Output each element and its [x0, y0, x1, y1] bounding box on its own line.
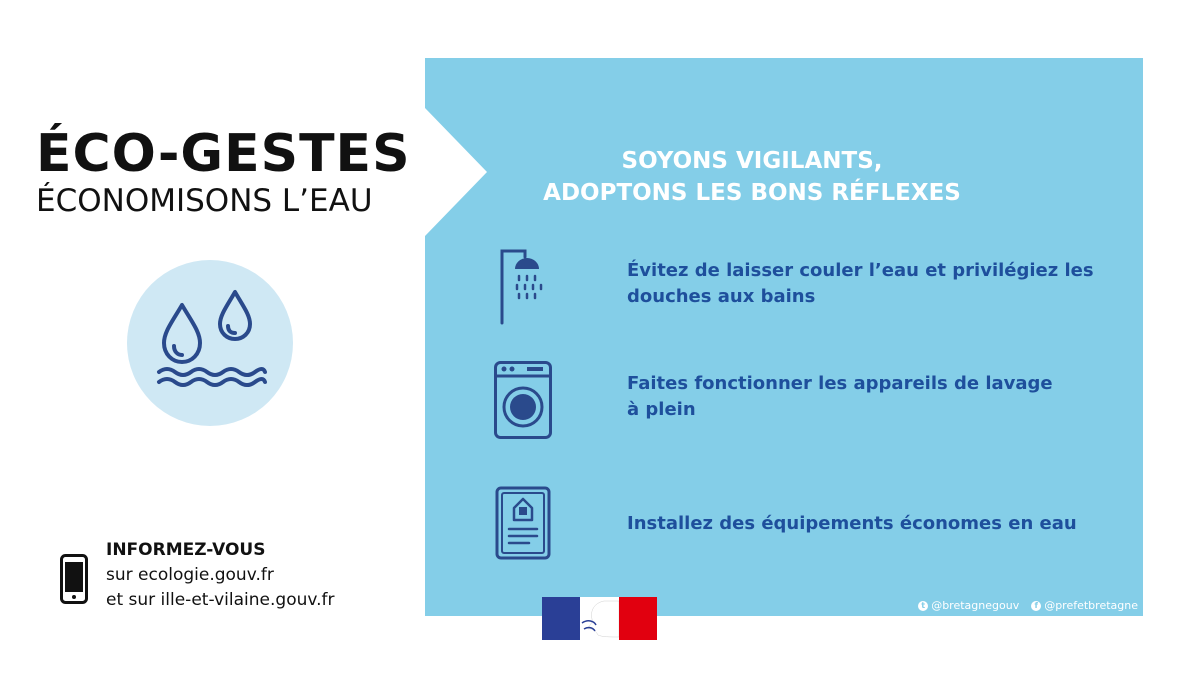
tip-line: douches aux bains [627, 286, 816, 307]
tip-line: Faites fonctionner les appareils de lavage [627, 373, 1053, 394]
tip-line: Évitez de laisser couler l’eau et privilégiez les [627, 260, 1094, 281]
info-link-ecologie[interactable]: sur ecologie.gouv.fr [106, 565, 274, 585]
water-drops-icon [127, 260, 293, 426]
tip-line: à plein [627, 399, 696, 420]
panel-notch [425, 108, 489, 236]
energy-label-icon [495, 486, 551, 560]
marianne-logo [542, 597, 657, 640]
page-title: ÉCO-GESTES [36, 124, 411, 184]
info-link-prefecture[interactable]: et sur ille-et-vilaine.gouv.fr [106, 590, 335, 610]
tip-line: Installez des équipements économes en eau [627, 513, 1077, 534]
twitter-icon: t [918, 601, 928, 611]
social-handles [918, 599, 1138, 612]
tip-text [627, 371, 1127, 423]
panel-heading-line: SOYONS VIGILANTS, [621, 148, 883, 174]
tip-text [627, 258, 1127, 310]
facebook-handle[interactable]: f @prefetbretagne [1031, 599, 1138, 612]
shower-icon [495, 243, 555, 325]
washing-machine-icon [493, 360, 553, 440]
tip-text [627, 511, 1127, 537]
panel-heading-line: ADOPTONS LES BONS RÉFLEXES [543, 180, 961, 206]
info-block [106, 538, 335, 613]
facebook-icon: f [1031, 601, 1041, 611]
smartphone-icon [60, 554, 88, 604]
page-subtitle: ÉCONOMISONS L’EAU [36, 183, 373, 219]
twitter-handle[interactable]: t @bretagnegouv [918, 599, 1019, 612]
info-heading: INFORMEZ-VOUS [106, 540, 266, 560]
panel-heading [482, 145, 1022, 209]
